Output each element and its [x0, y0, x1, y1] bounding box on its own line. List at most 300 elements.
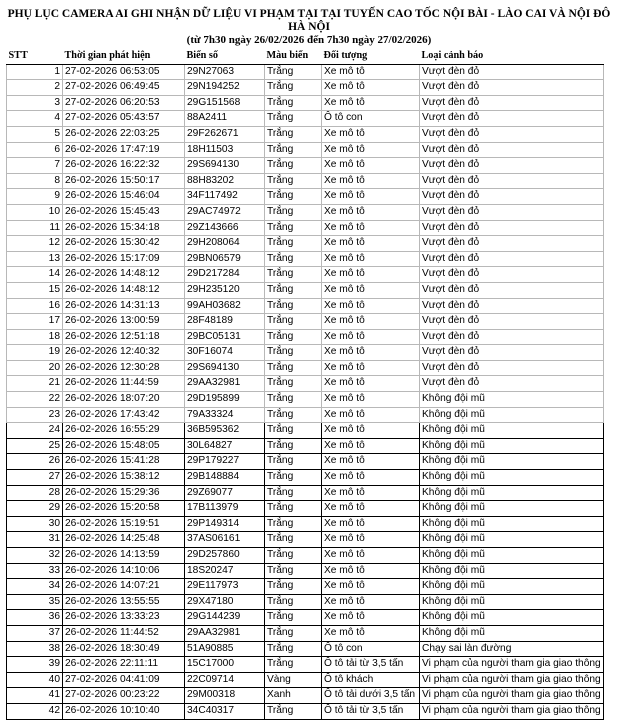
violation-table: [6, 49, 604, 720]
cell-plate-color: Trắng: [265, 80, 322, 96]
cell-plate: 51A90885: [185, 641, 265, 657]
cell-vehicle: Xe mô tô: [322, 532, 420, 548]
cell-time: 26-02-2026 17:47:19: [63, 142, 185, 158]
cell-time: 26-02-2026 18:30:49: [63, 641, 185, 657]
table-row: [7, 594, 604, 610]
cell-plate-color: Trắng: [265, 251, 322, 267]
cell-plate: 88H83202: [185, 173, 265, 189]
cell-warning: Vượt đèn đỏ: [420, 189, 604, 205]
cell-time: 27-02-2026 06:49:45: [63, 80, 185, 96]
cell-stt: 27: [7, 470, 63, 486]
cell-vehicle: Xe mô tô: [322, 204, 420, 220]
cell-time: 26-02-2026 13:55:55: [63, 594, 185, 610]
cell-stt: 38: [7, 641, 63, 657]
table-row: [7, 142, 604, 158]
cell-time: 26-02-2026 16:22:32: [63, 158, 185, 174]
cell-plate-color: Trắng: [265, 501, 322, 517]
cell-time: 26-02-2026 10:10:40: [63, 703, 185, 719]
table-row: [7, 298, 604, 314]
cell-plate-color: Trắng: [265, 392, 322, 408]
cell-stt: 35: [7, 594, 63, 610]
cell-plate: 88A2411: [185, 111, 265, 127]
table-row: [7, 64, 604, 80]
cell-vehicle: Xe mô tô: [322, 314, 420, 330]
cell-time: 26-02-2026 14:13:59: [63, 548, 185, 564]
col-header-vehicle: Đối tượng: [322, 49, 420, 64]
cell-vehicle: Xe mô tô: [322, 251, 420, 267]
cell-warning: Không đội mũ: [420, 594, 604, 610]
cell-stt: 11: [7, 220, 63, 236]
table-row: [7, 392, 604, 408]
cell-warning: Vượt đèn đỏ: [420, 282, 604, 298]
cell-plate-color: Trắng: [265, 126, 322, 142]
cell-time: 26-02-2026 14:48:12: [63, 267, 185, 283]
cell-plate: 29H235120: [185, 282, 265, 298]
col-header-stt: STT: [7, 49, 63, 64]
cell-plate: 29M00318: [185, 688, 265, 704]
table-row: [7, 470, 604, 486]
table-body: [7, 64, 604, 719]
cell-time: 26-02-2026 15:45:43: [63, 204, 185, 220]
cell-stt: 20: [7, 360, 63, 376]
cell-stt: 29: [7, 501, 63, 517]
cell-time: 26-02-2026 15:38:12: [63, 470, 185, 486]
table-row: [7, 314, 604, 330]
cell-warning: Vượt đèn đỏ: [420, 80, 604, 96]
cell-plate: 30L64827: [185, 438, 265, 454]
cell-vehicle: Xe mô tô: [322, 329, 420, 345]
table-row: [7, 407, 604, 423]
cell-warning: Vượt đèn đỏ: [420, 298, 604, 314]
cell-plate-color: Trắng: [265, 189, 322, 205]
cell-stt: 19: [7, 345, 63, 361]
cell-time: 26-02-2026 15:29:36: [63, 485, 185, 501]
cell-warning: Vượt đèn đỏ: [420, 329, 604, 345]
cell-time: 26-02-2026 15:19:51: [63, 516, 185, 532]
cell-plate: 29Z69077: [185, 485, 265, 501]
col-header-warning: Loại cảnh báo: [420, 49, 604, 64]
table-row: [7, 173, 604, 189]
cell-plate: 29X47180: [185, 594, 265, 610]
cell-time: 26-02-2026 11:44:59: [63, 376, 185, 392]
cell-plate: 29G151568: [185, 95, 265, 111]
cell-vehicle: Xe mô tô: [322, 423, 420, 439]
cell-warning: Vượt đèn đỏ: [420, 236, 604, 252]
table-row: [7, 95, 604, 111]
cell-plate: 29AA32981: [185, 376, 265, 392]
cell-vehicle: Xe mô tô: [322, 594, 420, 610]
table-row: [7, 236, 604, 252]
cell-plate: 28F48189: [185, 314, 265, 330]
table-row: [7, 80, 604, 96]
cell-plate: 18S20247: [185, 563, 265, 579]
cell-time: 26-02-2026 14:48:12: [63, 282, 185, 298]
cell-time: 26-02-2026 14:31:13: [63, 298, 185, 314]
table-row: [7, 501, 604, 517]
table-row: [7, 657, 604, 673]
cell-warning: Không đội mũ: [420, 392, 604, 408]
cell-stt: 2: [7, 80, 63, 96]
cell-time: 26-02-2026 15:50:17: [63, 173, 185, 189]
cell-warning: Không đội mũ: [420, 579, 604, 595]
cell-plate: 29S694130: [185, 360, 265, 376]
cell-time: 26-02-2026 18:07:20: [63, 392, 185, 408]
cell-vehicle: Ô tô con: [322, 641, 420, 657]
cell-time: 26-02-2026 13:00:59: [63, 314, 185, 330]
cell-plate-color: Trắng: [265, 625, 322, 641]
cell-plate-color: Trắng: [265, 610, 322, 626]
cell-vehicle: Xe mô tô: [322, 470, 420, 486]
cell-plate-color: Trắng: [265, 579, 322, 595]
cell-stt: 12: [7, 236, 63, 252]
cell-plate-color: Trắng: [265, 158, 322, 174]
cell-stt: 16: [7, 298, 63, 314]
cell-vehicle: Xe mô tô: [322, 95, 420, 111]
cell-warning: Vượt đèn đỏ: [420, 220, 604, 236]
col-header-time: Thời gian phát hiện: [63, 49, 185, 64]
cell-vehicle: Xe mô tô: [322, 158, 420, 174]
cell-plate: 29H208064: [185, 236, 265, 252]
cell-plate-color: Trắng: [265, 64, 322, 80]
cell-time: 26-02-2026 11:44:52: [63, 625, 185, 641]
cell-time: 26-02-2026 12:51:18: [63, 329, 185, 345]
cell-time: 26-02-2026 16:55:29: [63, 423, 185, 439]
cell-stt: 6: [7, 142, 63, 158]
cell-time: 26-02-2026 15:48:05: [63, 438, 185, 454]
cell-plate-color: Trắng: [265, 282, 322, 298]
cell-warning: Không đội mũ: [420, 516, 604, 532]
cell-time: 26-02-2026 15:30:42: [63, 236, 185, 252]
table-row: [7, 548, 604, 564]
cell-plate-color: Trắng: [265, 376, 322, 392]
cell-vehicle: Xe mô tô: [322, 267, 420, 283]
cell-plate: 29D195899: [185, 392, 265, 408]
cell-time: 27-02-2026 04:41:09: [63, 672, 185, 688]
table-row: [7, 703, 604, 719]
cell-vehicle: Xe mô tô: [322, 485, 420, 501]
cell-stt: 13: [7, 251, 63, 267]
cell-plate-color: Trắng: [265, 329, 322, 345]
cell-warning: Không đội mũ: [420, 407, 604, 423]
cell-warning: Vi phạm của người tham gia giao thông: [420, 672, 604, 688]
cell-time: 26-02-2026 15:17:09: [63, 251, 185, 267]
table-row: [7, 204, 604, 220]
cell-warning: Không đội mũ: [420, 563, 604, 579]
cell-plate-color: Trắng: [265, 470, 322, 486]
cell-plate: 36B595362: [185, 423, 265, 439]
report-title: PHỤ LỤC CAMERA AI GHI NHẬN DỮ LIỆU VI PHẠM TẠI TẠI TUYẾN CAO TỐC NỘI BÀI - LÀO CAI VÀ NỘI ĐÔ: [7, 8, 611, 20]
cell-plate-color: Trắng: [265, 485, 322, 501]
cell-plate-color: Trắng: [265, 173, 322, 189]
cell-plate: 99AH03682: [185, 298, 265, 314]
table-row: [7, 485, 604, 501]
cell-plate-color: Trắng: [265, 532, 322, 548]
cell-vehicle: Xe mô tô: [322, 610, 420, 626]
table-row: [7, 625, 604, 641]
cell-plate: 29P149314: [185, 516, 265, 532]
cell-stt: 3: [7, 95, 63, 111]
cell-plate: 34C40317: [185, 703, 265, 719]
cell-stt: 33: [7, 563, 63, 579]
cell-warning: Vượt đèn đỏ: [420, 376, 604, 392]
table-row: [7, 423, 604, 439]
cell-plate: 29G144239: [185, 610, 265, 626]
cell-plate: 29D257860: [185, 548, 265, 564]
cell-vehicle: Xe mô tô: [322, 173, 420, 189]
cell-warning: Vượt đèn đỏ: [420, 126, 604, 142]
cell-warning: Không đội mũ: [420, 501, 604, 517]
cell-stt: 10: [7, 204, 63, 220]
cell-plate-color: Trắng: [265, 703, 322, 719]
table-row: [7, 251, 604, 267]
cell-warning: Không đội mũ: [420, 470, 604, 486]
cell-warning: Vi phạm của người tham gia giao thông: [420, 703, 604, 719]
cell-warning: Vượt đèn đỏ: [420, 314, 604, 330]
cell-vehicle: Xe mô tô: [322, 438, 420, 454]
table-row: [7, 126, 604, 142]
table-row: [7, 345, 604, 361]
col-header-plate: Biển số: [185, 49, 265, 64]
cell-vehicle: Xe mô tô: [322, 548, 420, 564]
cell-stt: 26: [7, 454, 63, 470]
cell-time: 26-02-2026 15:20:58: [63, 501, 185, 517]
cell-time: 27-02-2026 05:43:57: [63, 111, 185, 127]
cell-stt: 17: [7, 314, 63, 330]
cell-plate-color: Trắng: [265, 267, 322, 283]
cell-plate: 29AC74972: [185, 204, 265, 220]
table-row: [7, 376, 604, 392]
cell-warning: Vượt đèn đỏ: [420, 158, 604, 174]
cell-plate-color: Trắng: [265, 298, 322, 314]
cell-vehicle: Ô tô tải từ 3,5 tấn: [322, 703, 420, 719]
cell-warning: Vượt đèn đỏ: [420, 64, 604, 80]
cell-vehicle: Ô tô tải dưới 3,5 tấn: [322, 688, 420, 704]
cell-time: 26-02-2026 15:46:04: [63, 189, 185, 205]
cell-plate-color: Xanh: [265, 688, 322, 704]
table-row: [7, 579, 604, 595]
cell-vehicle: Xe mô tô: [322, 345, 420, 361]
cell-vehicle: Xe mô tô: [322, 126, 420, 142]
cell-plate: 29B148884: [185, 470, 265, 486]
cell-plate-color: Trắng: [265, 220, 322, 236]
cell-stt: 7: [7, 158, 63, 174]
cell-stt: 25: [7, 438, 63, 454]
cell-vehicle: Xe mô tô: [322, 392, 420, 408]
cell-vehicle: Xe mô tô: [322, 501, 420, 517]
cell-warning: Vượt đèn đỏ: [420, 204, 604, 220]
table-row: [7, 329, 604, 345]
cell-plate: 29E117973: [185, 579, 265, 595]
cell-plate-color: Trắng: [265, 438, 322, 454]
table-row: [7, 672, 604, 688]
table-row: [7, 532, 604, 548]
cell-vehicle: Xe mô tô: [322, 64, 420, 80]
cell-stt: 31: [7, 532, 63, 548]
cell-warning: Chạy sai làn đường: [420, 641, 604, 657]
cell-plate-color: Trắng: [265, 594, 322, 610]
cell-warning: Không đội mũ: [420, 485, 604, 501]
table-row: [7, 438, 604, 454]
cell-warning: Vi phạm của người tham gia giao thông: [420, 657, 604, 673]
table-row: [7, 360, 604, 376]
cell-time: 27-02-2026 06:20:53: [63, 95, 185, 111]
cell-vehicle: Xe mô tô: [322, 407, 420, 423]
cell-warning: Vượt đèn đỏ: [420, 142, 604, 158]
cell-warning: Vượt đèn đỏ: [420, 95, 604, 111]
cell-vehicle: Ô tô con: [322, 111, 420, 127]
cell-vehicle: Xe mô tô: [322, 142, 420, 158]
table-row: [7, 267, 604, 283]
cell-plate: 29Z143666: [185, 220, 265, 236]
cell-vehicle: Xe mô tô: [322, 563, 420, 579]
cell-warning: Vượt đèn đỏ: [420, 111, 604, 127]
table-row: [7, 610, 604, 626]
cell-plate: 29D217284: [185, 267, 265, 283]
cell-plate: 18H11503: [185, 142, 265, 158]
cell-stt: 1: [7, 64, 63, 80]
cell-plate: 29N27063: [185, 64, 265, 80]
cell-vehicle: Xe mô tô: [322, 220, 420, 236]
table-row: [7, 454, 604, 470]
cell-time: 26-02-2026 13:33:23: [63, 610, 185, 626]
cell-stt: 24: [7, 423, 63, 439]
cell-warning: Vượt đèn đỏ: [420, 251, 604, 267]
cell-plate-color: Trắng: [265, 548, 322, 564]
cell-stt: 30: [7, 516, 63, 532]
cell-plate: 15C17000: [185, 657, 265, 673]
cell-plate-color: Trắng: [265, 111, 322, 127]
cell-vehicle: Xe mô tô: [322, 454, 420, 470]
cell-vehicle: Ô tô tải từ 3,5 tấn: [322, 657, 420, 673]
cell-warning: Không đội mũ: [420, 610, 604, 626]
report-title-line2: HÀ NỘI: [288, 21, 330, 33]
cell-warning: Vi phạm của người tham gia giao thông: [420, 688, 604, 704]
cell-warning: Vượt đèn đỏ: [420, 173, 604, 189]
cell-warning: Không đội mũ: [420, 454, 604, 470]
cell-vehicle: Xe mô tô: [322, 189, 420, 205]
cell-stt: 23: [7, 407, 63, 423]
cell-vehicle: Xe mô tô: [322, 625, 420, 641]
table-row: [7, 111, 604, 127]
cell-stt: 36: [7, 610, 63, 626]
table-row: [7, 282, 604, 298]
table-row: [7, 688, 604, 704]
cell-plate-color: Trắng: [265, 516, 322, 532]
report-period: (từ 7h30 ngày 26/02/2026 đến 7h30 ngày 27/02/2026): [186, 34, 432, 46]
cell-plate-color: Trắng: [265, 657, 322, 673]
cell-time: 26-02-2026 15:41:28: [63, 454, 185, 470]
cell-plate: 79A33324: [185, 407, 265, 423]
cell-vehicle: Xe mô tô: [322, 236, 420, 252]
cell-stt: 8: [7, 173, 63, 189]
cell-vehicle: Xe mô tô: [322, 282, 420, 298]
cell-stt: 4: [7, 111, 63, 127]
cell-plate-color: Vàng: [265, 672, 322, 688]
cell-stt: 34: [7, 579, 63, 595]
cell-stt: 18: [7, 329, 63, 345]
cell-time: 26-02-2026 17:43:42: [63, 407, 185, 423]
cell-plate-color: Trắng: [265, 95, 322, 111]
cell-plate-color: Trắng: [265, 641, 322, 657]
cell-stt: 21: [7, 376, 63, 392]
table-row: [7, 189, 604, 205]
cell-plate-color: Trắng: [265, 314, 322, 330]
cell-plate: 22C09714: [185, 672, 265, 688]
cell-plate: 30F16074: [185, 345, 265, 361]
cell-warning: Vượt đèn đỏ: [420, 360, 604, 376]
cell-plate-color: Trắng: [265, 142, 322, 158]
table-row: [7, 220, 604, 236]
cell-warning: Vượt đèn đỏ: [420, 267, 604, 283]
cell-stt: 5: [7, 126, 63, 142]
cell-vehicle: Xe mô tô: [322, 298, 420, 314]
cell-time: 26-02-2026 14:25:48: [63, 532, 185, 548]
cell-time: 26-02-2026 15:34:18: [63, 220, 185, 236]
cell-time: 27-02-2026 06:53:05: [63, 64, 185, 80]
cell-warning: Không đội mũ: [420, 532, 604, 548]
cell-plate: 29BC05131: [185, 329, 265, 345]
cell-time: 26-02-2026 12:40:32: [63, 345, 185, 361]
cell-stt: 15: [7, 282, 63, 298]
cell-warning: Không đội mũ: [420, 438, 604, 454]
cell-plate-color: Trắng: [265, 563, 322, 579]
cell-warning: Không đội mũ: [420, 625, 604, 641]
col-header-plate-color: Màu biển: [265, 49, 322, 64]
cell-plate-color: Trắng: [265, 423, 322, 439]
cell-stt: 42: [7, 703, 63, 719]
cell-plate: 17B113979: [185, 501, 265, 517]
table-row: [7, 516, 604, 532]
cell-vehicle: Xe mô tô: [322, 80, 420, 96]
cell-stt: 28: [7, 485, 63, 501]
cell-vehicle: Xe mô tô: [322, 360, 420, 376]
cell-stt: 32: [7, 548, 63, 564]
cell-plate: 29BN06579: [185, 251, 265, 267]
cell-stt: 22: [7, 392, 63, 408]
cell-plate: 29S694130: [185, 158, 265, 174]
cell-plate: 29P179227: [185, 454, 265, 470]
cell-plate-color: Trắng: [265, 236, 322, 252]
cell-plate: 29F262671: [185, 126, 265, 142]
cell-time: 26-02-2026 22:03:25: [63, 126, 185, 142]
cell-plate-color: Trắng: [265, 407, 322, 423]
cell-stt: 37: [7, 625, 63, 641]
cell-time: 26-02-2026 14:07:21: [63, 579, 185, 595]
cell-stt: 39: [7, 657, 63, 673]
cell-vehicle: Ô tô khách: [322, 672, 420, 688]
cell-plate: 34F117492: [185, 189, 265, 205]
cell-plate: 29AA32981: [185, 625, 265, 641]
cell-stt: 40: [7, 672, 63, 688]
cell-plate-color: Trắng: [265, 204, 322, 220]
cell-stt: 41: [7, 688, 63, 704]
cell-stt: 9: [7, 189, 63, 205]
cell-time: 26-02-2026 14:10:06: [63, 563, 185, 579]
cell-time: 27-02-2026 00:23:22: [63, 688, 185, 704]
cell-stt: 14: [7, 267, 63, 283]
cell-vehicle: Xe mô tô: [322, 516, 420, 532]
table-row: [7, 158, 604, 174]
cell-plate-color: Trắng: [265, 345, 322, 361]
cell-warning: Không đội mũ: [420, 423, 604, 439]
cell-time: 26-02-2026 22:11:11: [63, 657, 185, 673]
cell-warning: Không đội mũ: [420, 548, 604, 564]
table-row: [7, 563, 604, 579]
cell-plate: 29N194252: [185, 80, 265, 96]
cell-vehicle: Xe mô tô: [322, 376, 420, 392]
cell-plate-color: Trắng: [265, 454, 322, 470]
cell-vehicle: Xe mô tô: [322, 579, 420, 595]
